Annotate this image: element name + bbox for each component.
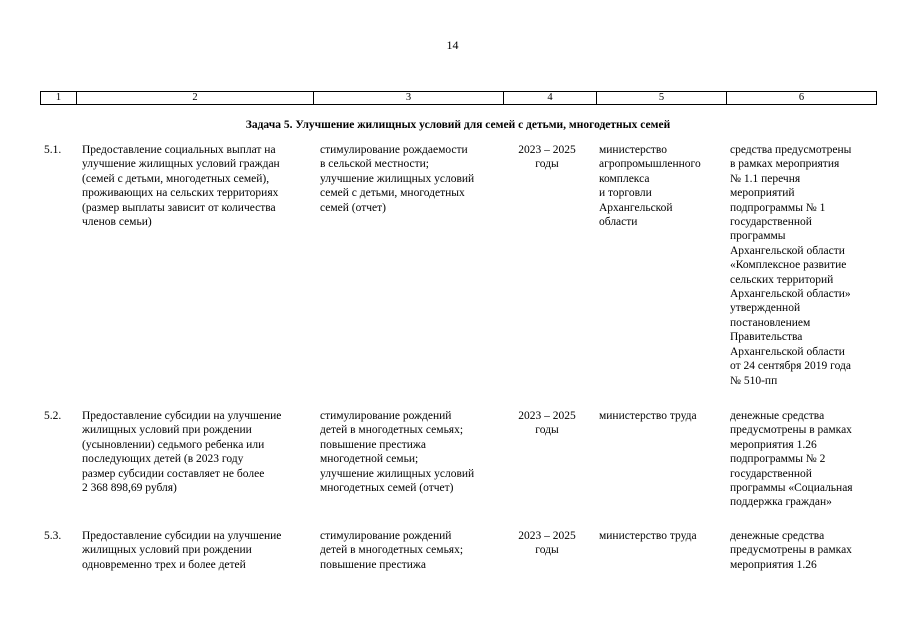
funding-source: денежные средства предусмотрены в рамках мероприятия 1.26 подпрограммы № 2 государственной программы «Социальная поддержка граждан» xyxy=(730,410,853,509)
column-header-1: 1 xyxy=(41,92,77,105)
column-number-header xyxy=(40,91,877,105)
funding-source: денежные средства предусмотрены в рамках мероприятия 1.26 xyxy=(730,530,852,571)
implementation-term: 2023 – 2025 годы xyxy=(518,530,576,557)
implementation-term: 2023 – 2025 годы xyxy=(518,144,576,171)
row-number: 5.2. xyxy=(44,410,62,422)
measure-description: Предоставление социальных выплат на улучшение жилищных условий граждан (семей с детьми, многодетных семей), проживающих на сельских территориях (размер выплаты зависит от количества членов семьи) xyxy=(82,144,280,229)
expected-result: стимулирование рождений детей в многодетных семьях; повышение престижа xyxy=(320,530,464,571)
responsible-executor: министерство агропромышленного комплекса и торговли Архангельской области xyxy=(599,144,701,229)
column-header-2: 2 xyxy=(77,92,314,105)
expected-result: стимулирование рождаемости в сельской местности; улучшение жилищных условий семей с детьми, многодетных семей (отчет) xyxy=(320,144,475,214)
funding-source: средства предусмотрены в рамках мероприятия № 1.1 перечня мероприятий подпрограммы № 1 государственной программы Архангельской области «Комплексное развитие сельских территорий Архангельской области» утвержденной постановлением Правительства Архангельской области от 24 сентября 2019 года № 510-пп xyxy=(730,144,852,387)
measure-description: Предоставление субсидии на улучшение жилищных условий при рождении одновременно трех и более детей xyxy=(82,530,282,571)
column-header-3: 3 xyxy=(314,92,504,105)
responsible-executor: министерство труда xyxy=(599,530,697,542)
task-heading: Задача 5. Улучшение жилищных условий для семей с детьми, многодетных семей xyxy=(245,119,671,131)
measure-description: Предоставление субсидии на улучшение жилищных условий при рождении (усыновлении) седьмого ребенка или последующих детей (в 2023 году размер субсидии составляет не более 2 368 898,69 рубля) xyxy=(82,410,282,495)
page-number: 14 xyxy=(446,38,459,52)
row-number: 5.3. xyxy=(44,530,62,542)
column-header-4: 4 xyxy=(504,92,597,105)
column-header-5: 5 xyxy=(597,92,727,105)
row-number: 5.1. xyxy=(44,144,62,156)
column-header-6: 6 xyxy=(727,92,877,105)
responsible-executor: министерство труда xyxy=(599,410,697,422)
implementation-term: 2023 – 2025 годы xyxy=(518,410,576,437)
expected-result: стимулирование рождений детей в многодетных семьях; повышение престижа многодетной семьи; улучшение жилищных условий многодетных семей (отчет) xyxy=(320,410,475,495)
